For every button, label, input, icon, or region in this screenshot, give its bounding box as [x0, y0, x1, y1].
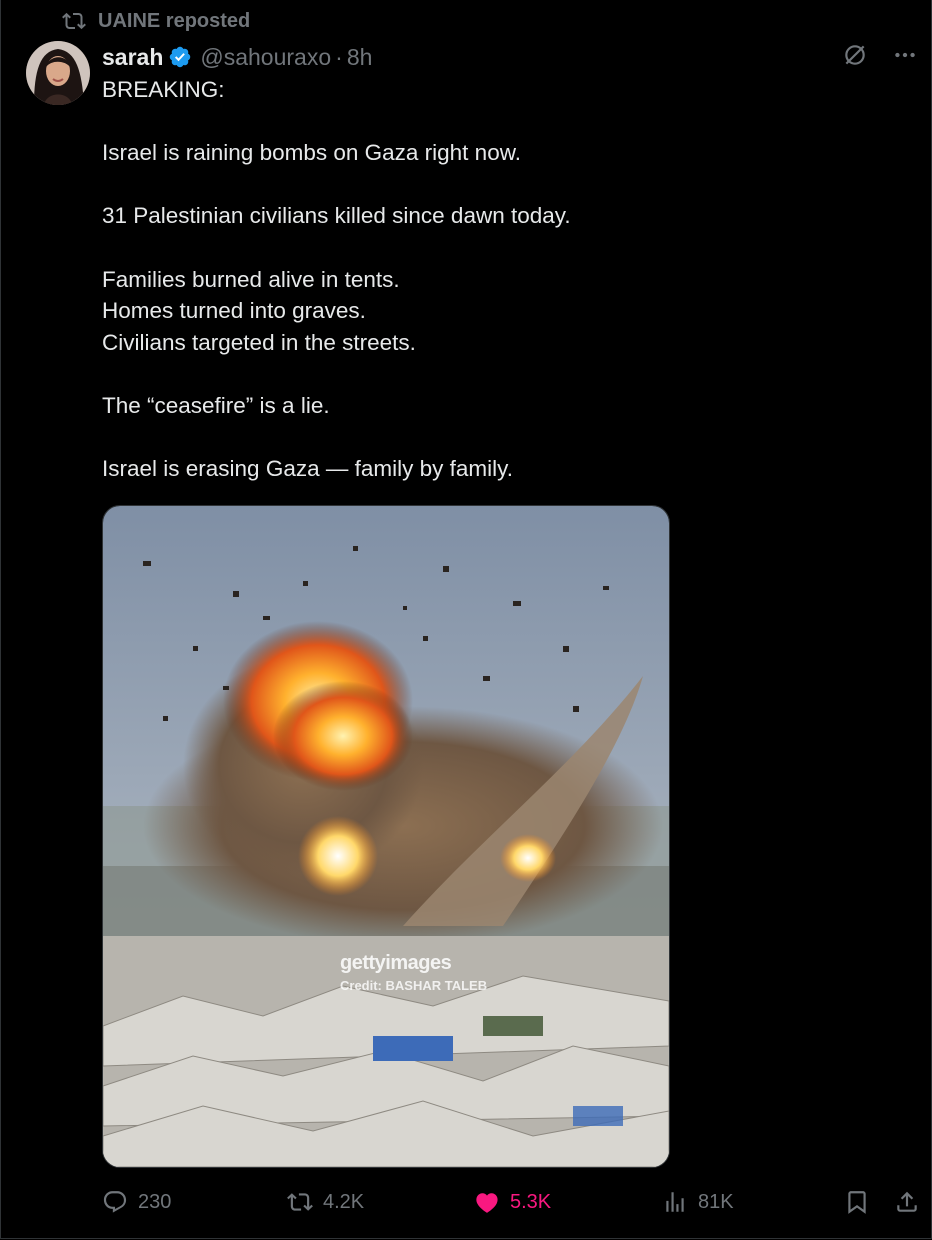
reply-button[interactable]	[102, 1184, 171, 1220]
tweet-line	[102, 358, 802, 390]
action-bar	[102, 1184, 922, 1220]
grok-icon[interactable]	[840, 40, 870, 70]
views-icon	[662, 1189, 688, 1215]
tweet-line: The “ceasefire” is a lie.	[102, 392, 330, 418]
timestamp[interactable]: 8h	[346, 43, 373, 70]
tweet-line	[102, 232, 802, 264]
tweet-line: BREAKING:	[102, 77, 225, 102]
repost-indicator[interactable]	[62, 8, 250, 34]
tweet-line: Civilians targeted in the streets.	[102, 329, 416, 355]
like-button[interactable]	[474, 1184, 551, 1220]
author-name[interactable]: sarah	[102, 43, 164, 70]
tweet-line: Homes turned into graves.	[102, 298, 366, 324]
repost-label: UAINE reposted	[98, 9, 251, 32]
separator: ·	[335, 43, 343, 70]
share-icon	[894, 1189, 920, 1215]
like-count: 5.3K	[510, 1190, 552, 1213]
tweet-text	[102, 74, 802, 485]
verified-badge-icon[interactable]	[168, 45, 192, 69]
avatar[interactable]	[26, 41, 90, 105]
tweet-line: Families burned alive in tents.	[102, 266, 400, 292]
bookmark-icon	[844, 1189, 870, 1215]
tweet-line	[102, 106, 802, 138]
share-button[interactable]	[894, 1184, 920, 1220]
tweet-line: Israel is erasing Gaza — family by family.	[102, 456, 513, 482]
tweet-line: Israel is raining bombs on Gaza right now.	[102, 140, 521, 166]
repost-button[interactable]	[287, 1184, 364, 1220]
tweet-photo[interactable]	[102, 505, 670, 1168]
repost-icon	[287, 1189, 313, 1215]
heart-icon	[474, 1189, 500, 1215]
views-button[interactable]	[662, 1184, 734, 1220]
tweet-line: 31 Palestinian civilians killed since dawn today.	[102, 203, 571, 229]
top-actions	[840, 40, 920, 70]
bookmark-button[interactable]	[844, 1184, 870, 1220]
reply-count: 230	[138, 1190, 172, 1213]
watermark-credit: Credit: BASHAR TALEB	[340, 978, 488, 993]
reply-icon	[102, 1189, 128, 1215]
tweet-line	[102, 169, 802, 201]
tweet-header	[102, 40, 372, 74]
views-count: 81K	[698, 1190, 734, 1213]
tweet-line	[102, 422, 802, 454]
watermark-brand: gettyimages	[340, 952, 452, 974]
author-handle[interactable]: @sahouraxo	[200, 43, 332, 70]
repost-count: 4.2K	[323, 1190, 365, 1213]
more-icon[interactable]	[890, 40, 920, 70]
repost-icon	[62, 9, 86, 33]
